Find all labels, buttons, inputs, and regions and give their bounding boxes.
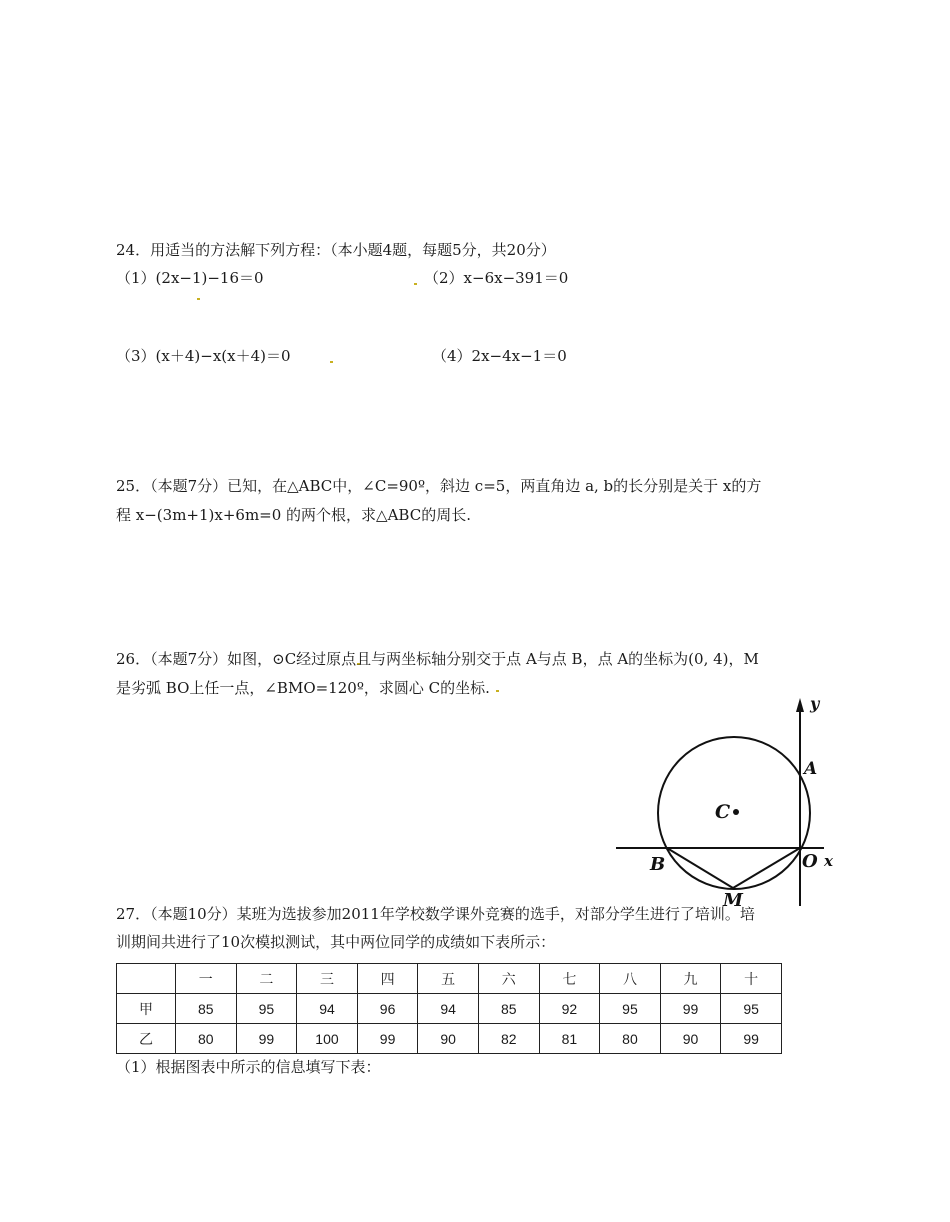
row-label: 乙 [117, 1024, 176, 1054]
score-cell: 85 [478, 994, 539, 1024]
center-point [733, 809, 739, 815]
score-cell: 99 [721, 1024, 782, 1054]
score-cell: 95 [600, 994, 661, 1024]
score-cell: 95 [721, 994, 782, 1024]
label-c: C [715, 801, 731, 823]
circle-figure [612, 690, 850, 912]
score-cell: 94 [297, 994, 358, 1024]
score-cell: 95 [236, 994, 297, 1024]
label-y: y [810, 694, 820, 713]
score-cell: 90 [418, 1024, 479, 1054]
table-header-cell: 八 [600, 964, 661, 994]
row-label: 甲 [117, 994, 176, 1024]
table-header-cell: 一 [176, 964, 237, 994]
q24-part-3: （3）(x＋4)−x(x＋4)＝0 [116, 347, 291, 365]
q25-line-2: 程 x−(3m+1)x+6m=0 的两个根，求△ABC的周长. [116, 506, 471, 524]
score-cell: 90 [660, 1024, 721, 1054]
scores-table [116, 963, 782, 1054]
score-cell: 80 [600, 1024, 661, 1054]
q25-line-1: 25．（本题7分）已知，在△ABC中，∠C=90º，斜边 c=5，两直角边 a, b的长分别是关于 x的方 [116, 477, 762, 495]
label-m: M [723, 890, 743, 911]
score-cell: 81 [539, 1024, 600, 1054]
score-cell: 92 [539, 994, 600, 1024]
scan-speck [496, 690, 499, 692]
table-header-cell: 六 [478, 964, 539, 994]
table-header-cell: 四 [357, 964, 418, 994]
q24-part-4: （4）2x−4x−1＝0 [432, 347, 567, 365]
score-cell: 85 [176, 994, 237, 1024]
label-x: x [824, 852, 833, 870]
q26-line-1: 26．（本题7分）如图，⊙C经过原点且与两坐标轴分别交于点 A与点 B，点 A的坐标为(0, 4)，M [116, 650, 759, 668]
scan-speck [197, 298, 200, 300]
q24-title: 24．用适当的方法解下列方程：（本小题4题，每题5分，共20分） [116, 241, 556, 259]
table-header-cell: 十 [721, 964, 782, 994]
label-b: B [650, 854, 666, 875]
label-o: O [802, 851, 818, 872]
q27-line-2: 训期间共进行了10次模拟测试，其中两位同学的成绩如下表所示： [116, 933, 556, 951]
q24-part-1: （1）(2x−1)−16＝0 [116, 269, 264, 287]
table-header-cell: 二 [236, 964, 297, 994]
score-cell: 99 [236, 1024, 297, 1054]
score-cell: 82 [478, 1024, 539, 1054]
label-a: A [804, 759, 818, 779]
table-header-cell: 三 [297, 964, 358, 994]
table-row [117, 1024, 782, 1054]
score-cell: 80 [176, 1024, 237, 1054]
score-cell: 99 [660, 994, 721, 1024]
q27-sub-1: （1）根据图表中所示的信息填写下表： [116, 1058, 381, 1076]
table-row [117, 994, 782, 1024]
scan-speck [330, 361, 333, 363]
score-cell: 94 [418, 994, 479, 1024]
table-header-cell: 五 [418, 964, 479, 994]
q27-line-1: 27．（本题10分）某班为选拔参加2011年学校数学课外竞赛的选手，对部分学生进行了培训。培 [116, 905, 755, 923]
table-header-row [117, 964, 782, 994]
table-header-cell: 九 [660, 964, 721, 994]
table-header-cell: 七 [539, 964, 600, 994]
scan-speck [414, 283, 417, 285]
score-cell: 99 [357, 1024, 418, 1054]
score-cell: 100 [297, 1024, 358, 1054]
table-header-cell [117, 964, 176, 994]
q24-part-2: （2）x−6x−391＝0 [424, 269, 569, 287]
y-axis-arrow [796, 698, 804, 712]
q26-line-2: 是劣弧 BO上任一点，∠BMO=120º，求圆心 C的坐标. [116, 679, 490, 697]
score-cell: 96 [357, 994, 418, 1024]
